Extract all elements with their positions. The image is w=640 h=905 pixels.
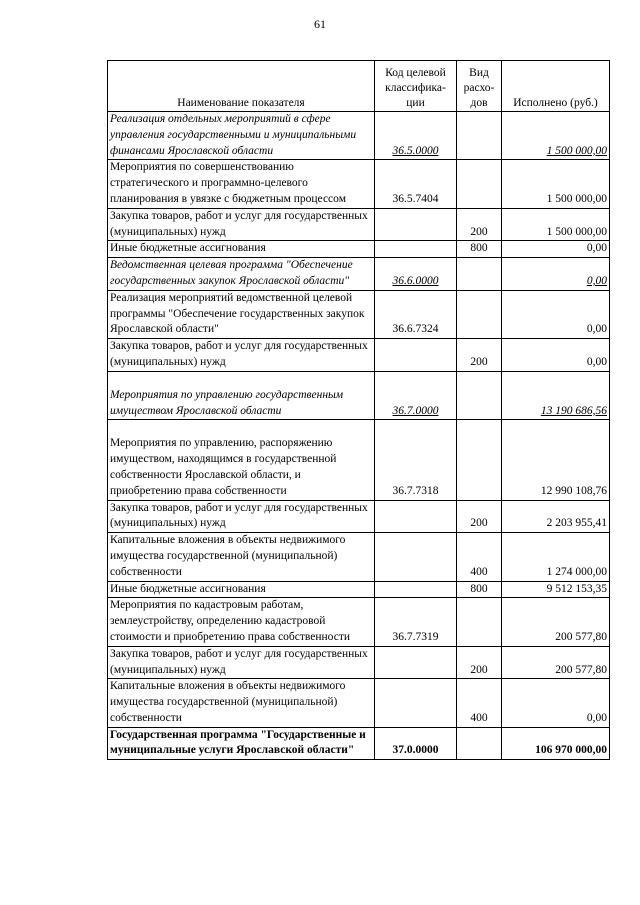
row-expense-type: 800 xyxy=(457,241,502,258)
table-row xyxy=(108,581,610,598)
budget-execution-table xyxy=(107,60,610,760)
row-target-code xyxy=(375,500,457,533)
table-row xyxy=(108,646,610,679)
table-row xyxy=(108,290,610,338)
row-executed-amount: 0,00 xyxy=(502,679,610,727)
row-expense-type xyxy=(457,727,502,760)
row-expense-type: 200 xyxy=(457,208,502,241)
row-target-code: 36.6.7324 xyxy=(375,290,457,338)
row-name: Закупка товаров, работ и услуг для государственных (муниципальных) нужд xyxy=(108,500,375,533)
table-row xyxy=(108,241,610,258)
row-name: Мероприятия по управлению государственным имуществом Ярославской области xyxy=(108,371,375,420)
row-expense-type: 400 xyxy=(457,533,502,581)
row-target-code: 36.7.0000 xyxy=(375,371,457,420)
row-name: Закупка товаров, работ и услуг для государственных (муниципальных) нужд xyxy=(108,339,375,372)
row-name: Мероприятия по совершенствованию стратегического и программно-целевого планирования в увязке с бюджетным процессом xyxy=(108,160,375,208)
row-name: Закупка товаров, работ и услуг для государственных (муниципальных) нужд xyxy=(108,208,375,241)
row-target-code xyxy=(375,533,457,581)
row-name: Закупка товаров, работ и услуг для государственных (муниципальных) нужд xyxy=(108,646,375,679)
row-target-code xyxy=(375,208,457,241)
table-body xyxy=(108,112,610,760)
row-target-code xyxy=(375,339,457,372)
row-executed-amount: 9 512 153,35 xyxy=(502,581,610,598)
row-expense-type xyxy=(457,160,502,208)
table-row xyxy=(108,598,610,646)
row-executed-amount: 1 500 000,00 xyxy=(502,112,610,160)
row-name: Мероприятия по кадастровым работам, землеустройству, определению кадастровой стоимости и приобретению права собственности xyxy=(108,598,375,646)
row-name: Иные бюджетные ассигнования xyxy=(108,241,375,258)
row-executed-amount: 1 274 000,00 xyxy=(502,533,610,581)
header-executed-amount: Исполнено (руб.) xyxy=(502,61,610,112)
row-expense-type: 800 xyxy=(457,581,502,598)
row-target-code xyxy=(375,679,457,727)
row-executed-amount: 200 577,80 xyxy=(502,598,610,646)
header-indicator-name: Наименование показателя xyxy=(108,61,375,112)
row-expense-type xyxy=(457,371,502,420)
row-executed-amount: 106 970 000,00 xyxy=(502,727,610,760)
table-row xyxy=(108,160,610,208)
row-executed-amount: 1 500 000,00 xyxy=(502,208,610,241)
row-target-code: 36.5.0000 xyxy=(375,112,457,160)
table-row xyxy=(108,727,610,760)
row-expense-type xyxy=(457,112,502,160)
table-row xyxy=(108,339,610,372)
header-target-code: Код целевой классифика-ции xyxy=(375,61,457,112)
row-expense-type: 200 xyxy=(457,339,502,372)
table-row xyxy=(108,533,610,581)
table-row xyxy=(108,500,610,533)
row-target-code xyxy=(375,241,457,258)
row-expense-type xyxy=(457,258,502,291)
row-executed-amount: 0,00 xyxy=(502,290,610,338)
row-executed-amount: 0,00 xyxy=(502,339,610,372)
row-expense-type: 200 xyxy=(457,646,502,679)
row-target-code: 36.7.7318 xyxy=(375,420,457,500)
row-target-code: 36.5.7404 xyxy=(375,160,457,208)
row-name: Капитальные вложения в объекты недвижимого имущества государственной (муниципальной) собственности xyxy=(108,533,375,581)
row-target-code: 37.0.0000 xyxy=(375,727,457,760)
row-executed-amount: 1 500 000,00 xyxy=(502,160,610,208)
row-expense-type xyxy=(457,290,502,338)
table-row xyxy=(108,258,610,291)
row-name: Реализация мероприятий ведомственной целевой программы "Обеспечение государственных закупок Ярославской области" xyxy=(108,290,375,338)
row-name: Ведомственная целевая программа "Обеспечение государственных закупок Ярославской области" xyxy=(108,258,375,291)
row-executed-amount: 2 203 955,41 xyxy=(502,500,610,533)
row-name: Капитальные вложения в объекты недвижимого имущества государственной (муниципальной) собственности xyxy=(108,679,375,727)
header-expense-type: Вид расхо-дов xyxy=(457,61,502,112)
row-executed-amount: 13 190 686,56 xyxy=(502,371,610,420)
table-row xyxy=(108,420,610,500)
row-target-code xyxy=(375,581,457,598)
row-target-code: 36.6.0000 xyxy=(375,258,457,291)
row-expense-type: 400 xyxy=(457,679,502,727)
row-executed-amount: 0,00 xyxy=(502,258,610,291)
row-name: Иные бюджетные ассигнования xyxy=(108,581,375,598)
page-number: 61 xyxy=(314,17,326,31)
table-row xyxy=(108,371,610,420)
row-name: Государственная программа "Государственные и муниципальные услуги Ярославской области" xyxy=(108,727,375,760)
row-target-code: 36.7.7319 xyxy=(375,598,457,646)
row-expense-type: 200 xyxy=(457,500,502,533)
row-executed-amount: 0,00 xyxy=(502,241,610,258)
row-name: Мероприятия по управлению, распоряжению имуществом, находящимся в государственной собственности Ярославской области, и приобретению права собственности xyxy=(108,420,375,500)
row-executed-amount: 12 990 108,76 xyxy=(502,420,610,500)
row-expense-type xyxy=(457,420,502,500)
table-header-row xyxy=(108,61,610,112)
row-name: Реализация отдельных мероприятий в сфере управления государственными и муниципальными финансами Ярославской области xyxy=(108,112,375,160)
row-executed-amount: 200 577,80 xyxy=(502,646,610,679)
table-row xyxy=(108,679,610,727)
table-row xyxy=(108,208,610,241)
row-target-code xyxy=(375,646,457,679)
row-expense-type xyxy=(457,598,502,646)
table-row xyxy=(108,112,610,160)
